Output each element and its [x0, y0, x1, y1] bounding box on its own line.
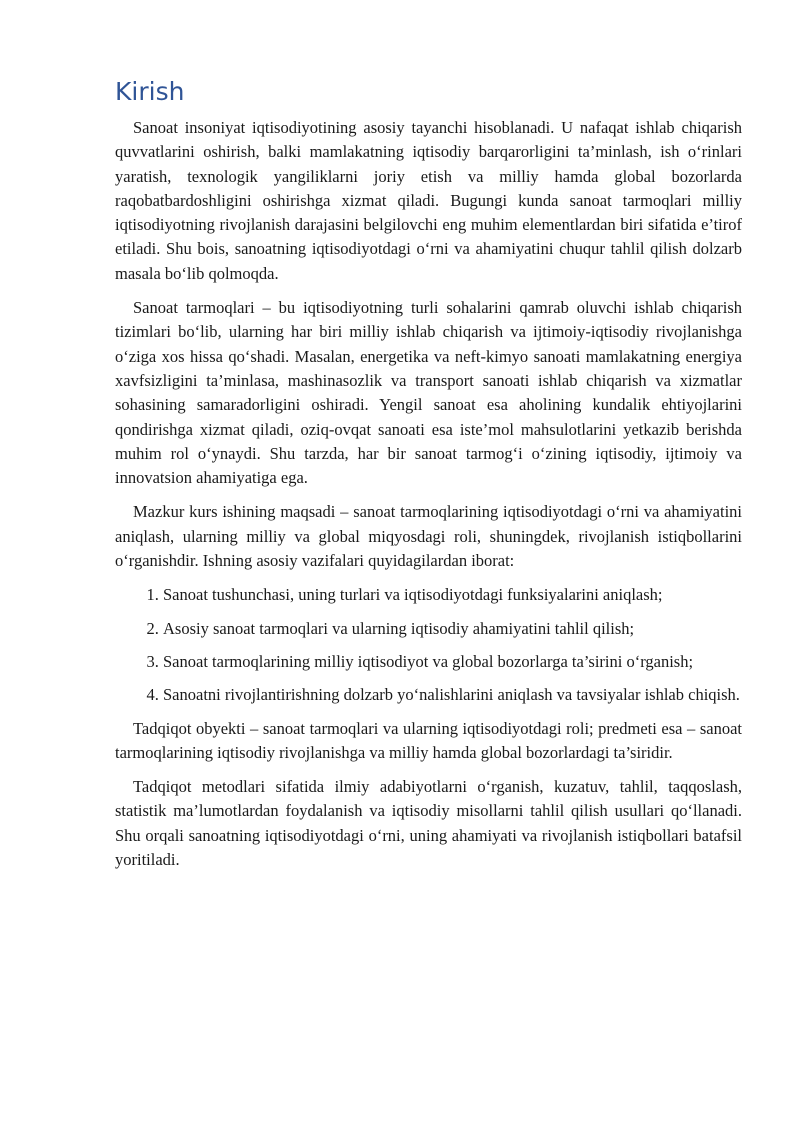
task-item: 1. Sanoat tushunchasi, uning turlari va iqtisodiyotdagi funksiyalarini aniqlash;: [163, 583, 742, 607]
purpose-paragraph: Mazkur kurs ishining maqsadi – sanoat tarmoqlarining iqtisodiyotdagi o‘rni va ahamiyatini aniqlash, ularning milliy va global miqyosdagi roli, shuningdek, rivojlanish istiqbollarini o‘rganishdir. Ishning asosiy vazifalari quyidagilardan iborat:: [115, 502, 742, 571]
task-item: 3. Sanoat tarmoqlarining milliy iqtisodiyot va global bozorlarga ta’sirini o‘rganish;: [163, 650, 742, 674]
section-heading: Kirish: [115, 77, 185, 106]
task-item: 2. Asosiy sanoat tarmoqlari va ularning iqtisodiy ahamiyatini tahlil qilish;: [163, 617, 742, 641]
document-page: [115, 76, 742, 882]
intro-paragraph-2: Sanoat tarmoqlari – bu iqtisodiyotning turli sohalarini qamrab oluvchi ishlab chiqarish tizimlari bo‘lib, ularning har biri milliy ishlab chiqarish va ijtimoiy-iqtisodiy rivojlanishga o‘ziga xos hissa qo‘shadi. Masalan, energetika va neft-kimyo sanoati mamlakatning energiya xavfsizligini ta’minlasa, mashinasozlik va transport sanoati ishlab chiqarish va xizmatlar sohasining samaradorligini oshiradi. Yengil sanoat esa aholining kundalik ehtiyojlarini qondirishga xizmat qiladi, oziq-ovqat sanoati esa iste’mol mahsulotlarini yetkazib berishda muhim rol o‘ynaydi. Shu tarzda, har bir sanoat tarmog‘i o‘zining iqtisodiy, ijtimoiy va innovatsion ahamiyatiga ega.: [115, 298, 742, 488]
research-object-paragraph: Tadqiqot obyekti – sanoat tarmoqlari va ularning iqtisodiyotdagi roli; predmeti esa – sanoat tarmoqlarining iqtisodiy rivojlanishga va milliy hamda global bozorlardagi ta’siridir.: [115, 718, 742, 762]
intro-paragraph-1: Sanoat insoniyat iqtisodiyotining asosiy tayanchi hisoblanadi. U nafaqat ishlab chiqarish quvvatlarini oshirish, balki mamlakatning iqtisodiy barqarorligini ta’minlash, ish o‘rinlari yaratish, texnologik yangiliklarni joriy etish va milliy hamda global bozorlarda raqobatbardoshligini oshirishga xizmat qiladi. Bugungi kunda sanoat tarmoqlari milliy iqtisodiyotning rivojlanish darajasini belgilovchi eng muhim elementlardan biri sifatida e’tirof etiladi. Shu bois, sanoatning iqtisodiyotdagi o‘rni va ahamiyatini chuqur tahlil qilish dolzarb masala bo‘lib qolmoqda.: [115, 118, 742, 283]
tasks-list: [115, 583, 742, 707]
task-item: 4. Sanoatni rivojlantirishning dolzarb yo‘nalishlarini aniqlash va tavsiyalar ishlab chiqish.: [163, 683, 742, 707]
research-methods-paragraph: Tadqiqot metodlari sifatida ilmiy adabiyotlarni o‘rganish, kuzatuv, tahlil, taqqoslash, statistik ma’lumotlardan foydalanish va iqtisodiy misollarni tahlil qilish usullari qo‘llanadi. Shu orqali sanoatning iqtisodiyotdagi o‘rni, uning ahamiyati va rivojlanish istiqbollari batafsil yoritiladi.: [115, 777, 742, 870]
